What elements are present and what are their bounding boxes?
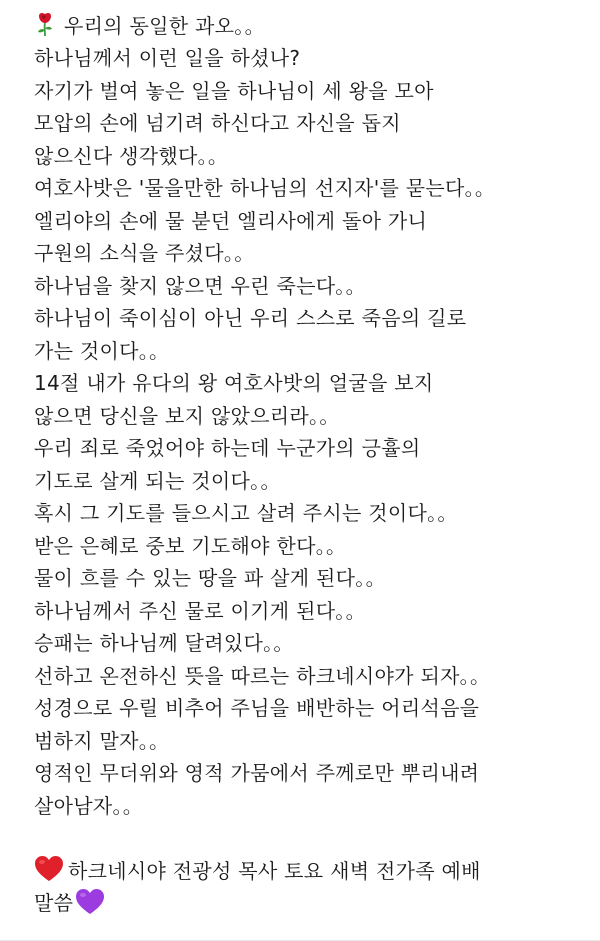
note-line: 물이 흐를 수 있는 땅을 파 살게 된다。。 (34, 566, 386, 591)
note-line: 자기가 벌여 놓은 일을 하나님이 세 왕을 모아 (34, 78, 434, 103)
note-line: 기도로 살게 되는 것이다。。 (34, 468, 281, 493)
note-line: 모압의 손에 넘기려 하신다고 자신을 돕지 (34, 111, 401, 136)
note-line: 않으면 당신을 보지 않았으리라。。 (34, 403, 340, 428)
note-line: 구원의 소식을 주셨다。。 (34, 241, 255, 266)
note-line: 하나님께서 이런 일을 하셨나? (34, 46, 301, 71)
note-line: 엘리야의 손에 물 붇던 엘리사에게 돌아 가니 (34, 208, 428, 233)
note-line: 승패는 하나님께 달려있다。。 (34, 631, 294, 656)
footer-text: 말씀 (34, 891, 74, 916)
note-line: 하나님을 찾지 않으면 우린 죽는다。。 (34, 273, 366, 298)
footer-text: 하크네시야 전광성 목사 토요 새벽 전가족 예배 (68, 858, 481, 883)
footer-line (34, 886, 594, 919)
note-line: 않으신다 생각했다。。 (34, 143, 229, 168)
note-line: 선하고 온전하신 뜻을 따르는 하크네시야가 되자。。 (34, 663, 491, 688)
note-line: 우리 죄로 죽었어야 하는데 누군가의 긍휼의 (34, 436, 421, 461)
note-line: 14절 내가 유다의 왕 여호사밧의 얼굴을 보지 (34, 371, 434, 396)
note-line: 범하지 말자。。 (34, 728, 170, 753)
note-line: 성경으로 우릴 비추어 주님을 배반하는 어리석음을 (34, 696, 480, 721)
note-body (34, 8, 594, 918)
note-line: 살아남자。。 (34, 793, 144, 818)
note-line: 우리의 동일한 과오。。 (64, 13, 265, 38)
note-line: 혹시 그 기도를 들으시고 살려 주시는 것이다。。 (34, 501, 458, 526)
red-heart-icon (34, 855, 64, 883)
blank-line (34, 821, 594, 854)
note-line: 가는 것이다。。 (34, 338, 170, 363)
rose-icon (34, 11, 56, 37)
note-line: 받은 은혜로 중보 기도해야 한다。。 (34, 533, 347, 558)
note-line: 여호사밧은 '물을만한 하나님의 선지자'를 묻는다。。 (34, 176, 496, 201)
note-line: 하나님이 죽이심이 아닌 우리 스스로 죽음의 길로 (34, 306, 467, 331)
note-line-title (34, 8, 594, 41)
note-line: 하나님께서 주신 물로 이기게 된다。。 (34, 598, 366, 623)
note-line: 영적인 무더위와 영적 가뭄에서 주께로만 뿌리내려 (34, 761, 480, 786)
footer-line (34, 853, 594, 886)
purple-heart-icon (75, 888, 105, 916)
